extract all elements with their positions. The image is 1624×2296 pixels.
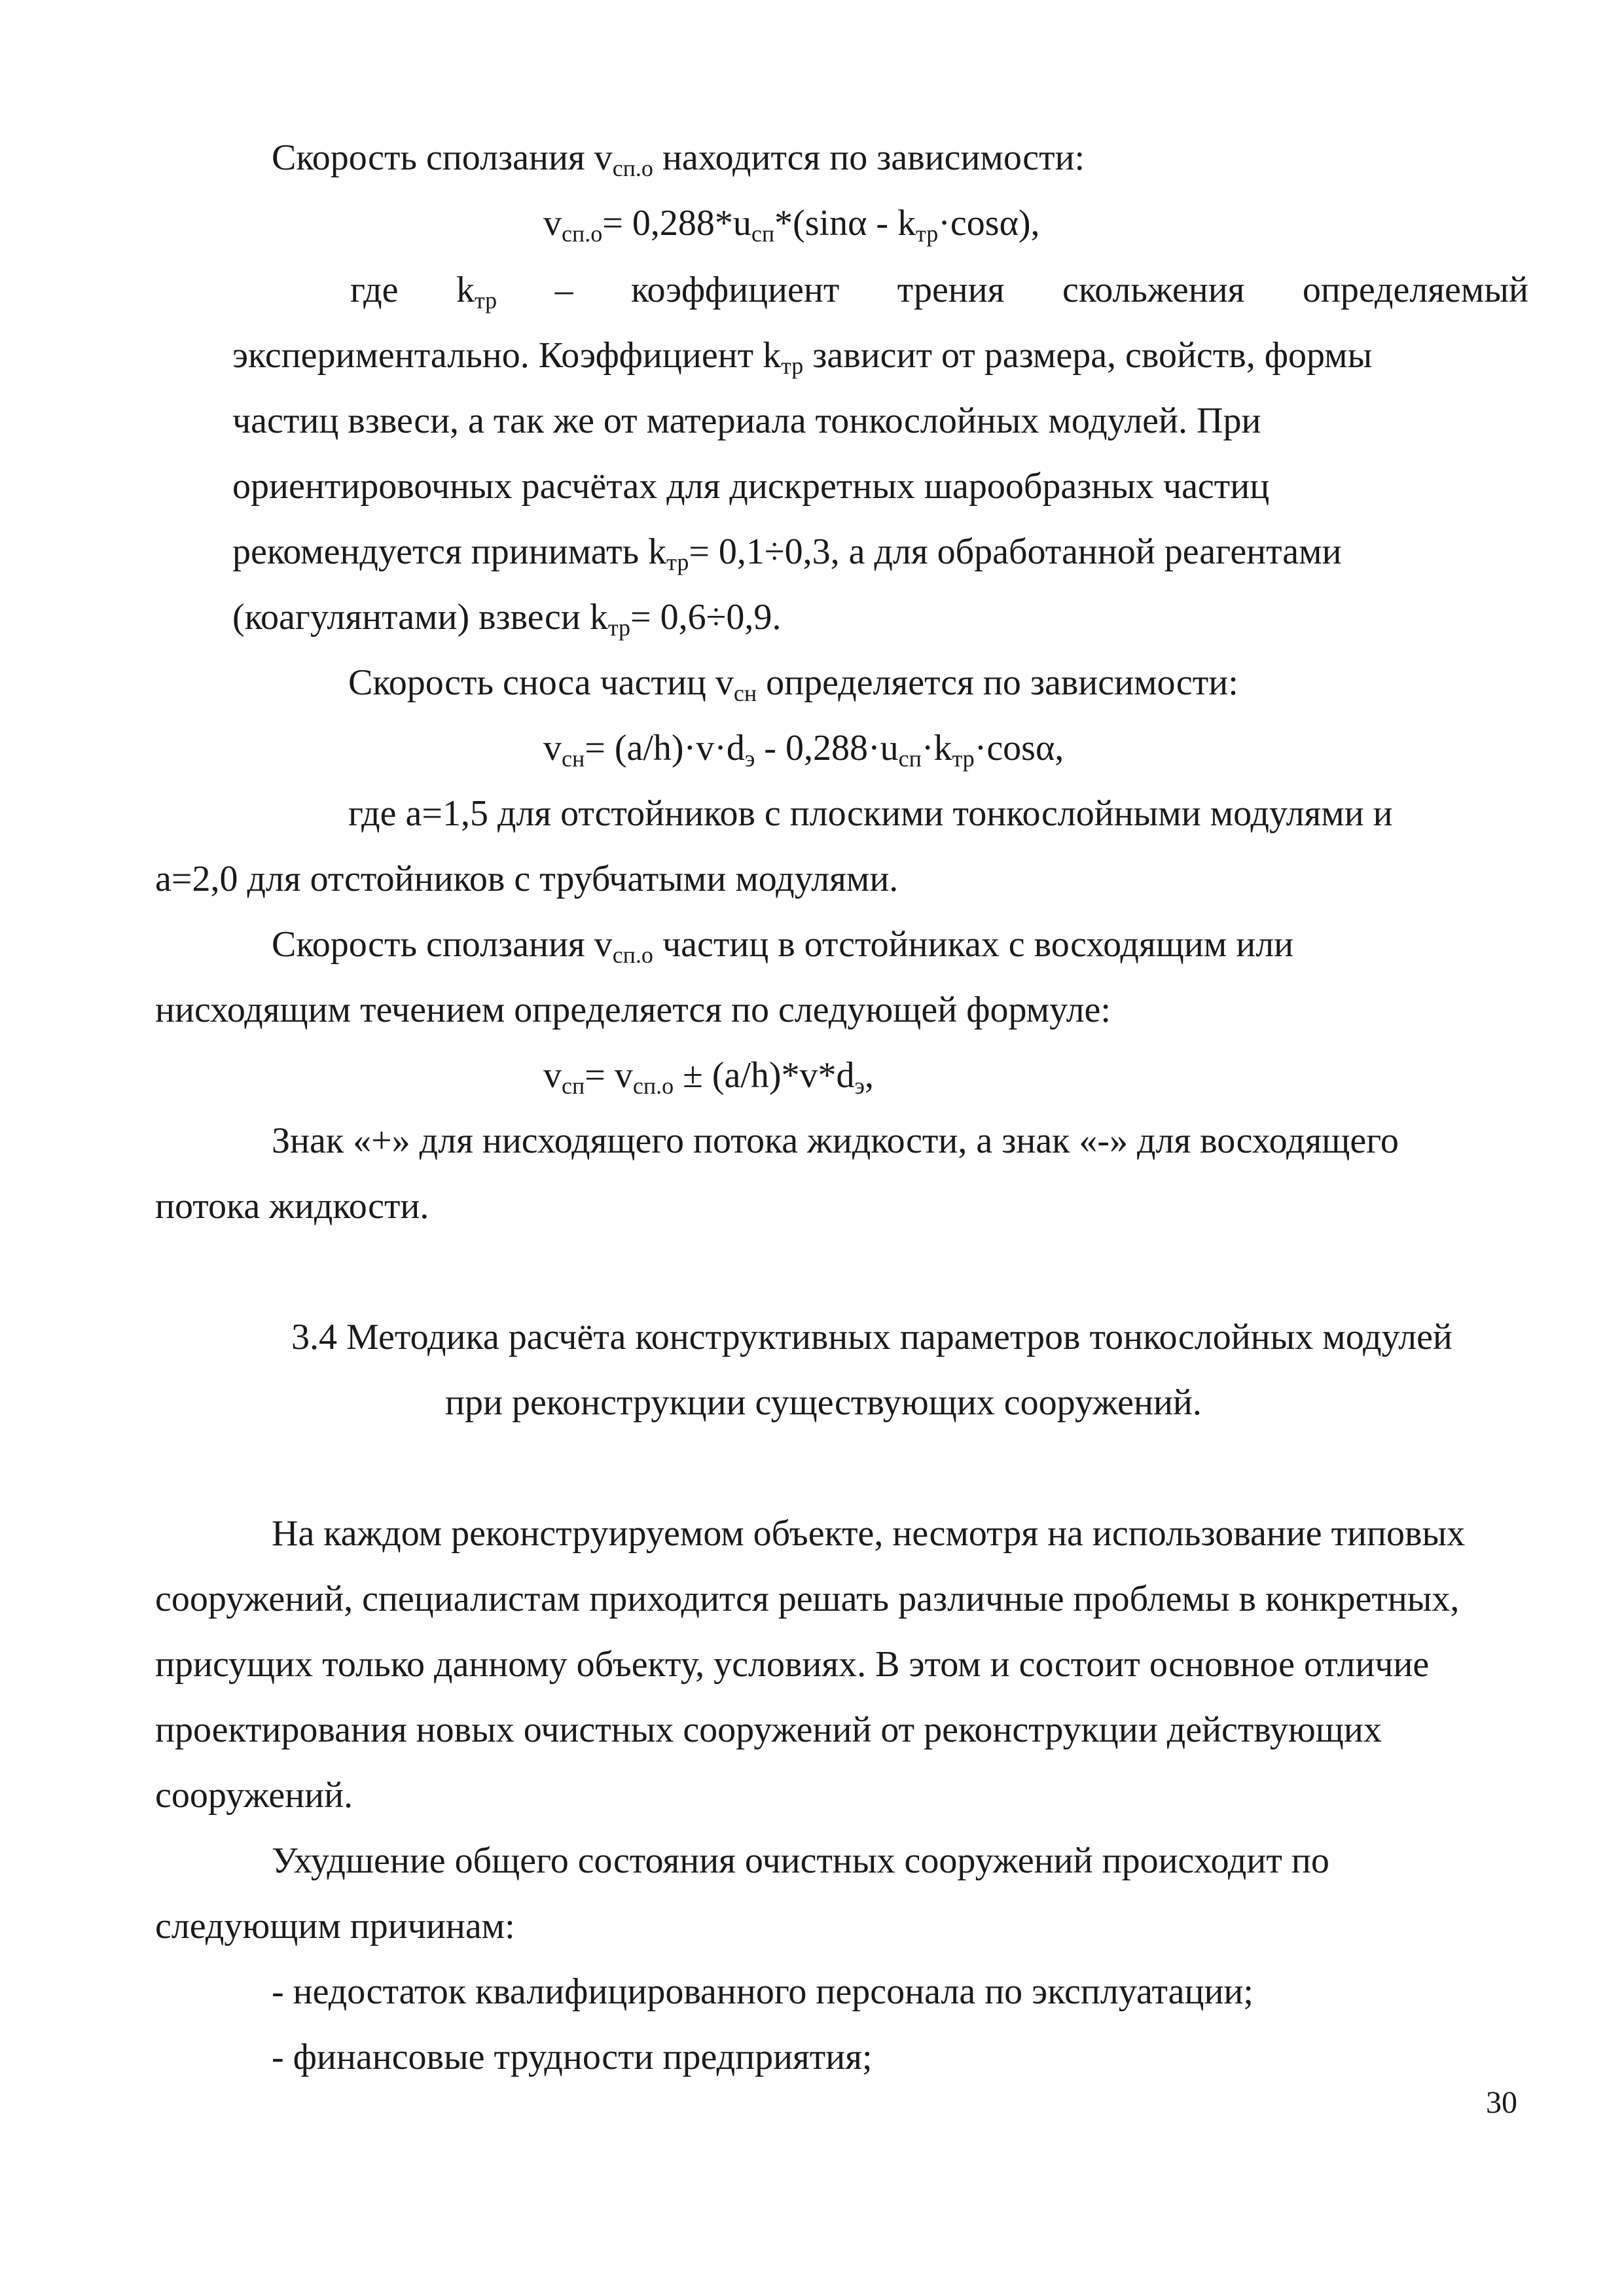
text-fragment: *(sinα - k <box>774 203 916 243</box>
page-number: 30 <box>1486 2085 1517 2120</box>
text-fragment: k <box>456 270 475 310</box>
subscript: сп.о <box>612 942 653 968</box>
text-fragment: (коагулянтами) взвеси k <box>232 597 608 637</box>
formula-1 <box>543 202 1040 245</box>
text-fragment: Скорость сноса частиц v <box>348 662 734 703</box>
text-line: присущих только данному объекту, условиях. В этом и состоит основное отличие <box>155 1644 1430 1685</box>
subscript: тр <box>952 745 975 772</box>
list-item: - финансовые трудности предприятия; <box>272 2037 873 2077</box>
text-fragment: = v <box>585 1055 633 1096</box>
section-heading-line: 3.4 Методика расчёта конструктивных параметров тонкослойных модулей <box>291 1317 1453 1357</box>
text-line <box>272 136 1085 179</box>
subscript: тр <box>666 549 689 575</box>
text-fragment: ·cosα, <box>974 728 1064 768</box>
text-fragment: - 0,288·u <box>755 728 899 768</box>
subscript: сн <box>733 680 757 706</box>
text-line: следующим причинам: <box>155 1906 515 1946</box>
text-fragment: v <box>543 203 562 243</box>
subscript: тр <box>607 615 631 641</box>
text-line: сооружений. <box>155 1775 353 1816</box>
text-line: сооружений, специалистам приходится решать различные проблемы в конкретных, <box>155 1579 1460 1619</box>
subscript: э <box>744 745 755 772</box>
text-fragment: ·cosα), <box>938 203 1040 243</box>
text-fragment: = 0,288*u <box>602 203 751 243</box>
text-line: нисходящим течением определяется по следующей формуле: <box>155 990 1111 1030</box>
formula-2 <box>543 726 1064 770</box>
text-fragment: скольжения <box>1062 270 1245 310</box>
text-fragment: где <box>350 270 399 310</box>
text-fragment: определяемый <box>1302 270 1528 310</box>
subscript: э <box>854 1073 865 1099</box>
text-fragment: коэффициент <box>631 270 840 310</box>
subscript: сн <box>562 745 585 772</box>
text-line <box>232 334 1372 377</box>
text-line <box>272 923 1293 966</box>
text-line: Знак «+» для нисходящего потока жидкости, а знак «-» для восходящего <box>272 1121 1399 1161</box>
text-fragment: экспериментально. Коэффициент k <box>232 335 782 376</box>
text-fragment: = (a/h)·v·d <box>585 728 745 768</box>
text-fragment: v <box>543 728 562 768</box>
subscript: тр <box>916 221 939 247</box>
text-fragment: ·k <box>921 728 952 768</box>
subscript: тр <box>781 353 804 379</box>
text-fragment: трения <box>897 270 1005 310</box>
subscript: сп <box>751 221 775 247</box>
section-heading-line: при реконструкции существующих сооружений. <box>445 1382 1202 1423</box>
text-fragment <box>456 268 497 312</box>
text-line: проектирования новых очистных сооружений от реконструкции действующих <box>155 1710 1382 1750</box>
text-fragment: определяется по зависимости: <box>757 662 1238 703</box>
list-item: - недостаток квалифицированного персонала по эксплуатации; <box>272 1971 1254 2012</box>
text-line: Ухудшение общего состояния очистных сооружений происходит по <box>272 1840 1329 1881</box>
text-fragment: , <box>865 1055 874 1096</box>
text-fragment: = 0,6÷0,9. <box>630 597 782 637</box>
text-line: потока жидкости. <box>155 1186 429 1227</box>
text-fragment: рекомендуется принимать k <box>232 531 667 572</box>
text-line: частиц взвеси, а так же от материала тонкослойных модулей. При <box>232 401 1261 441</box>
subscript: сп.о <box>562 221 603 247</box>
text-line <box>348 661 1238 704</box>
subscript: сп.о <box>612 155 653 181</box>
subscript: сп <box>562 1073 585 1099</box>
text-fragment: = 0,1÷0,3, а для обработанной реагентами <box>689 531 1342 572</box>
text-line: где а=1,5 для отстойников с плоскими тонкослойными модулями и <box>348 793 1393 834</box>
text-line: ориентировочных расчётах для дискретных шарообразных частиц <box>232 466 1270 507</box>
text-line <box>232 530 1342 573</box>
text-line: На каждом реконструируемом объекте, несмотря на использование типовых <box>272 1513 1466 1554</box>
text-fragment: частиц в отстойниках с восходящим или <box>653 924 1294 965</box>
subscript: тр <box>475 287 497 314</box>
text-line: а=2,0 для отстойников с трубчатыми модулями. <box>155 859 899 899</box>
text-fragment: находится по зависимости: <box>653 137 1085 178</box>
subscript: сп <box>898 745 922 772</box>
text-fragment: v <box>543 1055 562 1096</box>
subscript: сп.о <box>632 1073 674 1099</box>
text-fragment: ± (a/h)*v*d <box>674 1055 855 1096</box>
text-line <box>350 268 1528 312</box>
text-line <box>232 596 781 639</box>
formula-3 <box>543 1054 874 1097</box>
text-fragment: зависит от размера, свойств, формы <box>803 335 1373 376</box>
text-fragment: Скорость сползания v <box>272 137 613 178</box>
text-fragment: – <box>554 270 573 310</box>
text-fragment: Скорость сползания v <box>272 924 613 965</box>
